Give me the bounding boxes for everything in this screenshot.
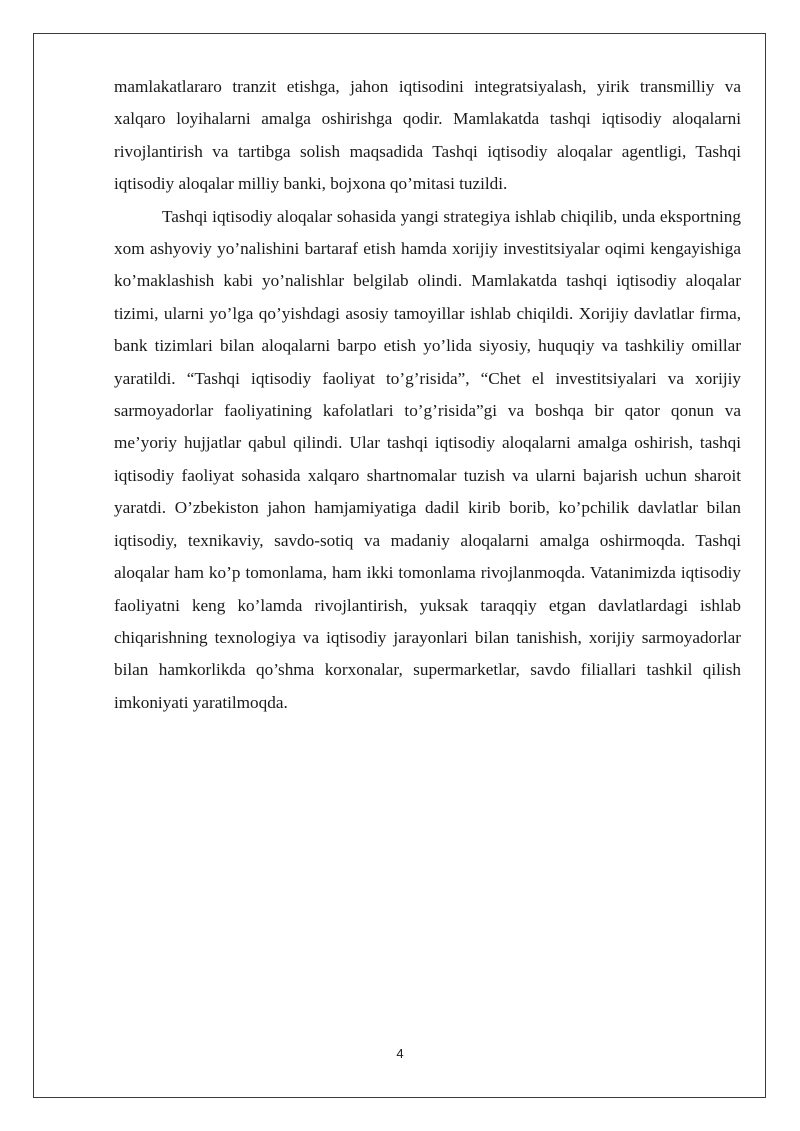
paragraph-2: Tashqi iqtisodiy aloqalar sohasida yangi strategiya ishlab chiqilib, unda eksportning xom ashyoviy yo’nalishini bartaraf etish hamda xorijiy investitsiyalar oqimi kengayishiga ko’maklashish kabi yo’nalishlar belgilab olindi. Mamlakatda tashqi iqtisodiy aloqalar tizimi, ularni yo’lga qo’yishdagi asosiy tamoyillar ishlab chiqildi. Xorijiy davlatlar firma, bank tizimlari bilan aloqalarni barpo etish yo’lida siyosiy, huquqiy va tashkiliy omillar yaratildi. “Tashqi iqtisodiy faoliyat to’g’risida”, “Chet el investitsiyalari va xorijiy sarmoyadorlar faoliyatining kafolatlari to’g’risida”gi va boshqa bir qator qonun va me’yoriy hujjatlar qabul qilindi. Ular tashqi iqtisodiy aloqalarni amalga oshirish, tashqi iqtisodiy faoliyat sohasida xalqaro shartnomalar tuzish va ularni bajarish uchun sharoit yaratdi. O’zbekiston jahon hamjamiyatiga dadil kirib borib, ko’pchilik davlatlar bilan iqtisodiy, texnikaviy, savdo-sotiq va madaniy aloqalarni amalga oshirmoqda. Tashqi aloqalar ham ko’p tomonlama, ham ikki tomonlama rivojlanmoqda. Vatanimizda iqtisodiy faoliyatni keng ko’lamda rivojlantirish, yuksak taraqqiy etgan davlatlardagi ishlab chiqarishning texnologiya va iqtisodiy jarayonlari bilan tanishish, xorijiy sarmoyadorlar bilan hamkorlikda qo’shma korxonalar, supermarketlar, savdo filiallari tashkil qilish imkoniyati yaratilmoqda. xyxy=(114,206,741,712)
paragraph-1: mamlakatlararo tranzit etishga, jahon iqtisodini integratsiyalash, yirik transmilliy va xalqaro loyihalarni amalga oshirishga qodir. Mamlakatda tashqi iqtisodiy aloqalarni rivojlantirish va tartibga solish maqsadida Tashqi iqtisodiy aloqalar agentligi, Tashqi iqtisodiy aloqalar milliy banki, bojxona qo’mitasi tuzildi. xyxy=(114,77,741,194)
page-number: 4 xyxy=(396,1046,404,1061)
document-body xyxy=(114,71,741,719)
